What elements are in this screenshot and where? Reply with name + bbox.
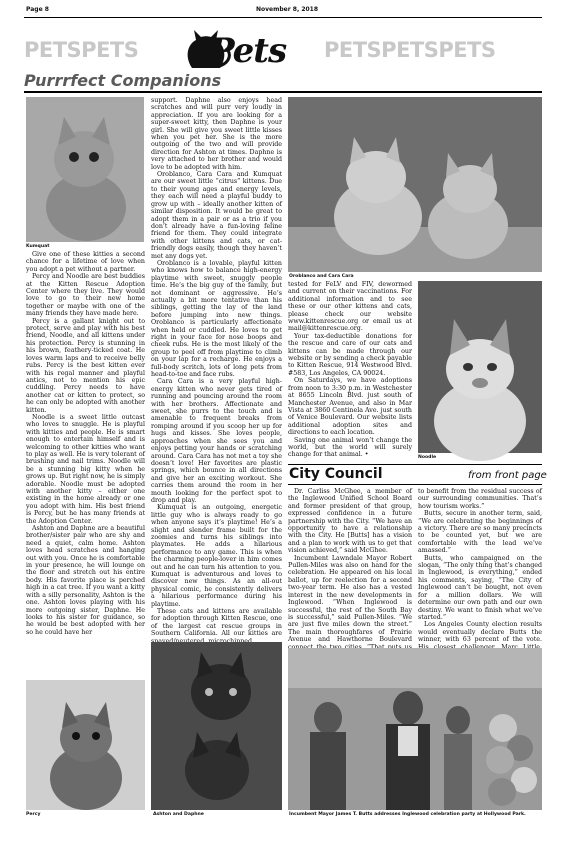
paragraph: Give one of these kitties a second chance for a lifetime of love when you adopt a pet without a partner.: [26, 251, 145, 273]
section-rule: [24, 91, 542, 93]
kitten-image: [26, 97, 144, 242]
continued-label: from front page: [468, 470, 547, 481]
paragraph: support. Daphne also enjoys head scratches and will purr very loudly in appreciation. If you are looking for a super-sweet kitty, then Daphne is your girl. She will give you sweet little kisses when you pet her. She is the more outgoing of the two and will provide direction for Ashton at times. Daphne is very attached to her brother and would love to be adopted with him.: [151, 97, 282, 171]
paragraph: On Saturdays, we have adoptions from noon to 3:30 p.m. in Westchester at 8655 Lincoln Blvd. just south of Manchester Avenue, and also in Mar Vista at 3860 Centinela Ave. just south of Venice Boulevard. Our website lists additional adoption sites and directions to each location.: [288, 377, 412, 437]
paragraph: Percy and Noodle are best buddies at the Kitten Rescue Adoption Center where they live. They would love to go to their new home together or maybe with one of the many friends they have made here.: [26, 273, 145, 318]
article-column-3: [288, 281, 412, 463]
paragraph: Percy is a gallant knight out to protect, serve and play with his best friend, Noodle, and all kittens under his protection. Percy is stunning in his brown, feathery-ticked coat. He loves warm laps and to receive belly rubs. Percy is the best kitten ever with his regal manner and playful antics, not to mention his epic cuddling. Percy needs to have another cat or kitten to protect, so he can only be adopted with another kitten.: [26, 317, 145, 414]
city-council-title: City Council: [289, 466, 383, 482]
oroblanco-cara-cara-photo: [288, 97, 542, 272]
masthead-title: Pets: [209, 31, 287, 71]
paragraph: tested for FeLV and FIV, dewormed and current on their vaccinations. For additional information and to see these or our other kittens and cats, please check our website www.kittenrescue.org or email us at mail@kittenrescue.org.: [288, 281, 412, 333]
mayor-butts-photo: [288, 648, 542, 810]
paragraph: Oroblanco, Cara Cara and Kumquat are our sweet little “citrus” kittens. Due to their young ages and energy levels, they each will need a playful buddy to grow up with – ideally another kitten of similar disposition. It would be great to adopt them in a pair or as a trio if you don’t already have a fun-loving feline friend for them. They could integrate with other kittens and cats, or cat-friendly dogs easily, though they haven’t met any dogs yet.: [151, 171, 282, 260]
paragraph: to benefit from the residual success of our surrounding communities. That’s how tourism works.”: [418, 488, 542, 510]
city-council-rule-bottom: [288, 484, 542, 485]
paragraph: Saving one animal won’t change the world, but the world will surely change for that animal. •: [288, 436, 412, 459]
city-council-column-1: [288, 488, 412, 642]
noodle-photo: [418, 281, 542, 453]
caption-oroblanco-cara-cara: Oroblanco and Cara Cara: [289, 274, 354, 279]
celebration-image: [288, 648, 542, 810]
article-column-2: [151, 97, 282, 637]
kitten-image: [418, 281, 542, 453]
paragraph: Butts, who campaigned on the slogan, “The only thing that’s changed in Inglewood, is everything,” ended his comments, saying, “The City of Inglewood can’t be bought, not even for a million dollars. We will determine our own path and our own destiny. We want to finish what we’ve started.”: [418, 554, 542, 621]
city-council-rule: [288, 464, 542, 465]
caption-percy: Percy: [26, 812, 41, 817]
kittens-image: [288, 97, 542, 272]
issue-date: November 8, 2018: [256, 6, 319, 13]
caption-noodle: Noodle: [418, 455, 437, 460]
paragraph: Dr. Carliss McGhee, a member of the Inglewood Unified School Board and former president of that group, expressed confidence in a future partnership with the City. “We have an opportunity to have a relationship with the City. He [Butts] has a vision and a plan to work with us to get that vision achieved,” said McGhee.: [288, 488, 412, 555]
paragraph: Los Angeles County election results would eventually declare Butts the winner, with 63 percent of the vote.: [418, 621, 542, 644]
caption-mayor: Incumbent Mayor James T. Butts addresses Inglewood celebration party at Hollywood Park.: [289, 812, 526, 817]
ashton-daphne-photo: [151, 642, 282, 810]
paragraph: Noodle is a sweet little outcast who loves to snuggle. He is playful with kitties and people. He is smart enough to entertain himself and is welcoming to other kitties who want to play as well. He is very tolerant of brushing and nail trims. Noodle will be a stunning big kitty when he grows up. But right now, he is simply adorable. Noodle must be adopted with another kitty – either one existing in the home already or one you adopt with him. His best friend is Percy, but he has many friends at the Adoption Center.: [26, 413, 145, 525]
paragraph: Cara Cara is a very playful high-energy kitten who never gets tired of running and pouncing around the room with her brothers. Affectionate and sweet, she purrs to the touch and is amenable to frequent breaks from romping around if you scoop her up for hugs and kisses. She loves people, approaches when she sees you and enjoys petting your hands or scratching around. Cara Cara has not met a toy she doesn’t love! Her favorites are plastic springs, which bounce in all directions and give her an exciting workout. She carries them around the room in her mouth looking for the perfect spot to drop and play.: [151, 378, 282, 504]
paragraph: Butts, secure in another term, said, “We are celebrating the beginnings of a victory. There are so many precincts to be counted yet, but we are comfortable with the lead we’ve amassed.”: [418, 510, 542, 555]
kitten-image: [26, 680, 145, 810]
masthead-bg-left: PETSPETS: [24, 38, 139, 62]
paragraph: Your tax-deductible donations for the rescue and care of our cats and kittens can be made through our website or by sending a check payable to Kitten Rescue, 914 Westwood Blvd. #583, Los Angeles, CA 90024.: [288, 332, 412, 377]
paragraph: Ashton and Daphne are a beautiful brother/sister pair who are shy and need a quiet, calm home. Ashton loves head scratches and hanging out with you. Once he is comfortable in your presence, he will lounge on the floor and stretch out his entire body. His favorite place is perched high in a cat tree. If you want a kitty with a silly personality, Ashton is the one. Ashton loves playing with his more outgoing sister, Daphne. He looks to his sister for guidance, so he would be best adopted with her so he could have her: [26, 525, 145, 636]
paragraph: Oroblanco is a lovable, playful kitten who knows how to balance high-energy playtime with sweet, snuggly people time. He’s the big guy of the family, but not dominant or aggressive. He’s actually a bit more tentative than his siblings, getting the lay of the land before jumping into new things. Oroblanco is particularly affectionate when held or cuddled. He loves to get right in your face for nose boops and cheek rubs. He is the most likely of the group to peel off from playtime to climb on your lap for a recharge. He enjoys a full-body scritch, lots of long pets from head-to-toe and face rubs.: [151, 259, 282, 379]
masthead-bg-right: PETSPETSPETS: [324, 38, 496, 62]
header-rule: [24, 17, 542, 18]
caption-kumquat: Kumquat: [26, 244, 50, 249]
paragraph: These cats and kittens are available for adoption through Kitten Rescue, one of the largest cat rescue groups in Southern California. All our kitties are: [151, 608, 282, 638]
section-title: Purrrfect Companions: [24, 72, 542, 90]
article-column-1: [26, 251, 145, 676]
percy-photo: [26, 680, 145, 810]
caption-ashton-daphne: Ashton and Daphne: [153, 812, 204, 817]
paragraph: Incumbent Lawndale Mayor Robert Pullen-Miles was also on hand for the celebration. He appeared on his local ballot, up for reelection for a second two-year term. He also has a vested interest in the new developments in Inglewood. “When Inglewood is successful, the rest of the South Bay is successful,” said Pullen-Miles. “We are just five miles down the street.” The main thoroughfares of Prairie Avenue and Hawthorne Boulevard: [288, 554, 412, 644]
pets-masthead: [24, 31, 542, 71]
page-number: Page 8: [26, 6, 49, 13]
kumquat-photo: [26, 97, 144, 242]
kittens-image: [151, 642, 282, 810]
city-council-column-2: [418, 488, 542, 642]
paragraph: Kumquat is an outgoing, energetic little guy who is always ready to go when anyone says it’s playtime! He’s a slight and slender frame built for the zoomies and turns his siblings into playmates. He adds a hilarious performance to any game. This is when the charming people-lover in him comes out and he can turn his attention to you. Kumquat is adventurous and loves to discover new things. As an all-out physical comic, he consistently delivers a hilarious performance during his playtime.: [151, 504, 282, 608]
